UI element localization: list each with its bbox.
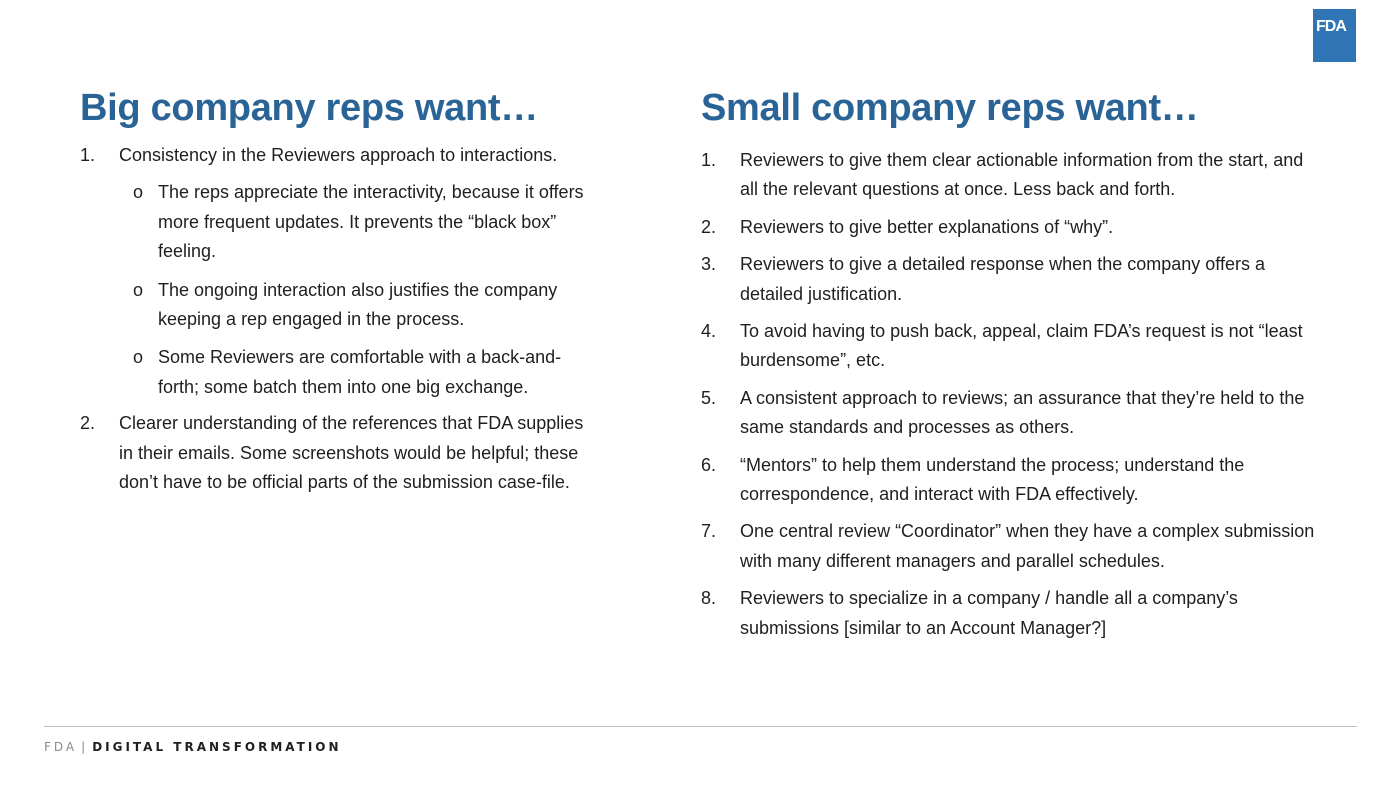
list-item: [701, 451, 1316, 510]
sub-list-item: [119, 343, 600, 402]
sub-item-text: The ongoing interaction also justifies the company keeping a rep engaged in the process.: [158, 279, 558, 330]
big-company-title: Big company reps want…: [80, 87, 538, 129]
hollow-bullet-icon: o: [133, 347, 144, 368]
item-number: 7.: [701, 521, 717, 542]
hollow-bullet-icon: o: [133, 182, 144, 203]
item-text: Reviewers to give them clear actionable information from the start, and all the relevant questions at once. Less back and forth.: [740, 150, 1304, 200]
sub-item-text: The reps appreciate the interactivity, because it offers more frequent updates. It prevents the “black box” feeling.: [158, 182, 584, 262]
small-company-column: [701, 84, 1341, 643]
item-number: 4.: [701, 321, 717, 342]
footer-separator: |: [81, 740, 89, 754]
item-text: Reviewers to specialize in a company / handle all a company’s submissions [similar to an Account Manager?]: [740, 588, 1238, 638]
sub-item-text: Some Reviewers are comfortable with a back-and-forth; some batch them into one big exchange.: [158, 347, 562, 397]
list-item: [701, 146, 1316, 205]
list-item: [80, 409, 600, 497]
sub-list-item: [119, 178, 600, 266]
list-item: [701, 317, 1316, 376]
item-text: Reviewers to give better explanations of “why”.: [740, 216, 1114, 237]
list-item: [701, 250, 1316, 309]
item-number: 1.: [80, 145, 96, 165]
item-number: 2.: [701, 216, 717, 237]
fda-logo: FDA: [1313, 9, 1356, 62]
list-item: [701, 517, 1316, 576]
footer-divider: [44, 726, 1357, 727]
footer-department: DIGITAL TRANSFORMATION: [92, 740, 342, 754]
item-number: 5.: [701, 387, 717, 408]
footer-brand: FDA: [44, 740, 78, 754]
item-text: Clearer understanding of the references that FDA supplies in their emails. Some screenshots would be helpful; these don’t have to be official parts of the submission case-file.: [119, 413, 584, 493]
list-item: [701, 584, 1316, 643]
big-company-column: [80, 84, 600, 497]
item-text: “Mentors” to help them understand the process; understand the correspondence, and interact with FDA effectively.: [740, 454, 1245, 505]
item-number: 8.: [701, 588, 717, 609]
list-item: [701, 213, 1316, 242]
item-text: A consistent approach to reviews; an assurance that they’re held to the same standards and processes as others.: [740, 387, 1305, 438]
item-number: 3.: [701, 254, 717, 275]
item-text: One central review “Coordinator” when they have a complex submission with many different managers and parallel schedules.: [740, 521, 1315, 571]
item-text: To avoid having to push back, appeal, claim FDA’s request is not “least burdensome”, etc.: [740, 321, 1303, 371]
item-text: Reviewers to give a detailed response when the company offers a detailed justification.: [740, 254, 1265, 304]
hollow-bullet-icon: o: [133, 279, 144, 300]
list-item: [701, 384, 1316, 443]
list-item: [80, 141, 600, 402]
item-number: 2.: [80, 413, 96, 434]
item-number: 6.: [701, 454, 717, 475]
item-number: 1.: [701, 150, 717, 170]
item-text: Consistency in the Reviewers approach to interactions.: [119, 145, 558, 165]
small-company-title: Small company reps want…: [701, 87, 1199, 129]
sub-list-item: [119, 276, 600, 335]
footer: [44, 740, 342, 754]
